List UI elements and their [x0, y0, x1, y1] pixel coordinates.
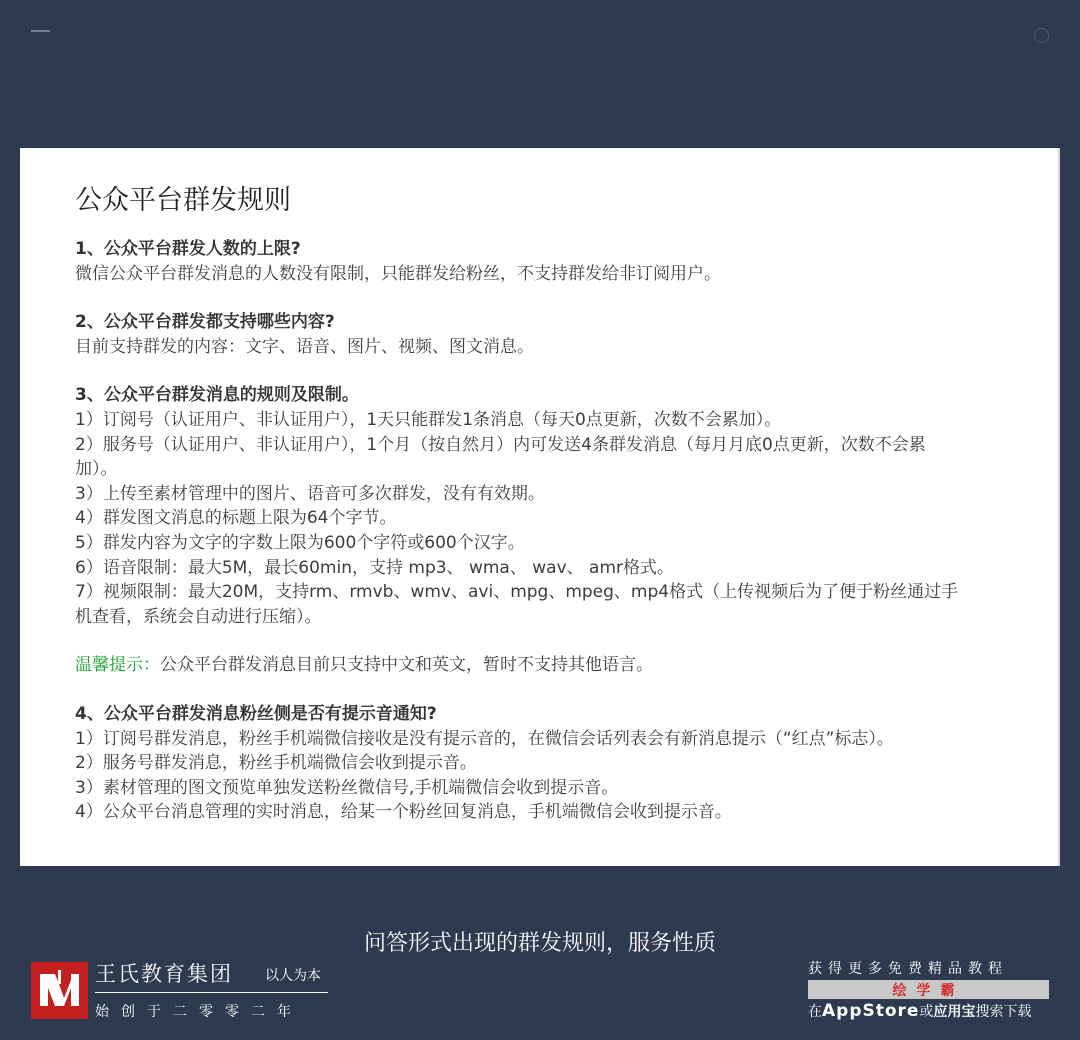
section-heading: 3、公众平台群发消息的规则及限制。 — [75, 385, 359, 406]
brand-name: 王氏教育集团 — [95, 962, 233, 986]
promo-download-line — [808, 1001, 1031, 1021]
brand-slogan: 以人为本 — [265, 968, 321, 984]
brand-since: 始创于二零零二年 — [95, 1004, 303, 1020]
promo-or: 或 — [919, 1004, 934, 1020]
promo-suffix: 搜索下载 — [975, 1004, 1032, 1020]
section-line: 5）群发内容为文字的字数上限为600个字符或600个汉字。 — [75, 532, 525, 553]
section-line: 加）。 — [75, 459, 118, 480]
section-line: 2）服务号（认证用户、非认证用户），1个月（按自然月）内可发送4条群发消息（每月月底0点更新，次数不会累 — [75, 434, 926, 455]
circle-icon[interactable] — [1034, 28, 1049, 43]
section-line: 3）素材管理的图文预览单独发送粉丝微信号,手机端微信会收到提示音。 — [75, 777, 619, 798]
brand-logo-icon — [31, 962, 88, 1019]
promo-appstore: AppStore — [822, 1001, 920, 1021]
section-line: 4）群发图文消息的标题上限为64个字节。 — [75, 508, 397, 529]
brand-divider — [95, 992, 328, 993]
tip-label: 温馨提示： — [75, 655, 160, 676]
section-line: 1）订阅号（认证用户、非认证用户），1天只能群发1条消息（每天0点更新，次数不会累加）。 — [75, 409, 782, 430]
section-line: 目前支持群发的内容：文字、语音、图片、视频、图文消息。 — [75, 336, 534, 357]
promo-headline: 获得更多免费精品教程 — [808, 961, 1008, 977]
section-heading: 2、公众平台群发都支持哪些内容? — [75, 312, 335, 333]
section-3 — [75, 383, 1003, 629]
section-2 — [75, 310, 1003, 359]
section-line: 7）视频限制：最大20M，支持rm、rmvb、wmv、avi、mpg、mpeg、mp4格式（上传视频后为了便于粉丝通过手 — [75, 582, 959, 603]
section-line: 微信公众平台群发消息的人数没有限制，只能群发给粉丝，不支持群发给非订阅用户。 — [75, 263, 721, 284]
section-line: 3）上传至素材管理中的图片、语音可多次群发，没有有效期。 — [75, 483, 545, 504]
promo-brand: 绘学霸 — [892, 983, 965, 999]
section-line: 机查看，系统会自动进行压缩）。 — [75, 606, 322, 627]
promo-app: 应用宝 — [933, 1004, 976, 1020]
tip-section — [75, 653, 1003, 678]
document-card — [20, 148, 1060, 866]
promo-bar — [808, 980, 1049, 999]
minimize-icon[interactable] — [31, 30, 50, 32]
video-caption: 问答形式出现的群发规则，服务性质 — [363, 931, 716, 956]
promo-prefix: 在 — [808, 1004, 822, 1020]
section-line: 2）服务号群发消息，粉丝手机端微信会收到提示音。 — [75, 753, 477, 774]
section-line: 1）订阅号群发消息，粉丝手机端微信接收是没有提示音的，在微信会话列表会有新消息提示（“红点”标志）。 — [75, 728, 894, 749]
tip-text: 公众平台群发消息目前只支持中文和英文，暂时不支持其他语言。 — [160, 655, 653, 676]
section-line: 4）公众平台消息管理的实时消息，给某一个粉丝回复消息，手机端微信会收到提示音。 — [75, 802, 732, 823]
doc-title: 公众平台群发规则 — [75, 185, 291, 216]
section-line: 6）语音限制：最大5M，最长60min，支持 mp3、 wma、 wav、 amr格式。 — [75, 557, 675, 578]
section-heading: 4、公众平台群发消息粉丝侧是否有提示音通知? — [75, 703, 437, 724]
section-4 — [75, 702, 1003, 825]
tip-line — [75, 653, 1003, 678]
section-1 — [75, 237, 1003, 286]
section-heading: 1、公众平台群发人数的上限? — [75, 239, 301, 259]
